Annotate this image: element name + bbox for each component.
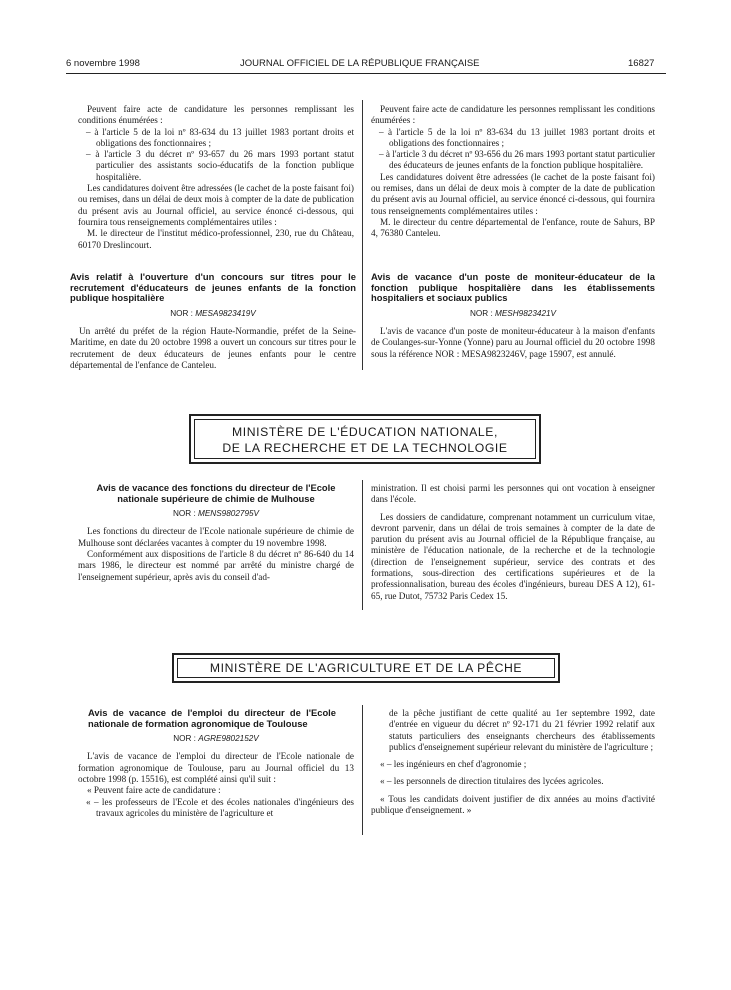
paragraph: de la pêche justifiant de cette qualité au 1er septembre 1992, date d'entrée en vigueur du décret nº 92-171 du 21 février 1992 relatif aux statuts particuliers des enseignants chercheurs des établissements publics d'enseignement supérieur relevant du ministère de l'agriculture ; [389, 708, 655, 752]
ministry-line: MINISTÈRE DE L'AGRICULTURE ET DE LA PÊCHE [209, 661, 523, 675]
list-item: – à l'article 3 du décret nº 93-656 du 26 mars 1993 portant statut particulier des éducateurs de jeunes enfants de la fonction publique hospitalière. [379, 149, 655, 171]
paragraph: Les fonctions du directeur de l'Ecole nationale supérieure de chimie de Mulhouse sont déclarées vacantes à compter du 19 novembre 1998. [78, 526, 354, 548]
header-date: 6 novembre 1998 [66, 58, 140, 69]
avis-chimie-continued [371, 483, 655, 602]
list-item: – à l'article 5 de la loi nº 83-634 du 13 juillet 1983 portant droits et obligations des fonctionnaires ; [379, 126, 655, 148]
paragraph: Les candidatures doivent être adressées (le cachet de la poste faisant foi) ou remises, dans un délai de deux mois à compter de la date de publication du présent avis au Journal officiel, au service énoncé ci-dessous, qui fournira tous renseignements complémentaires utiles : [78, 183, 354, 227]
nor-code: MESH9823421V [495, 308, 557, 318]
nor-reference [70, 308, 356, 319]
nor-reference [371, 308, 655, 319]
paragraph: « Peuvent faire acte de candidature : [87, 785, 221, 796]
header-rule [66, 73, 666, 74]
avis-toulouse [78, 708, 354, 819]
paragraph: M. le directeur du centre départemental de l'enfance, route de Sahurs, BP 4, 76380 Canteleu. [371, 216, 655, 239]
section-title: Avis relatif à l'ouverture d'un concours sur titres pour le recrutement d'éducateurs de jeunes enfants de la fonction publique hospitalière [70, 271, 356, 304]
avis-concours [70, 272, 356, 371]
column-divider [362, 705, 363, 835]
nor-reference [78, 733, 354, 744]
nor-label: NOR : [469, 308, 493, 318]
avis-moniteur [371, 272, 655, 360]
nor-code: MESA9823419V [195, 308, 256, 318]
paragraph: Peuvent faire acte de candidature les personnes remplissant les conditions énumérées : [78, 104, 354, 126]
list-item: « – les personnels de direction titulaires des lycées agricoles. [380, 776, 604, 787]
top-right-column [371, 104, 655, 240]
journal-title: JOURNAL OFFICIEL DE LA RÉPUBLIQUE FRANÇAISE [240, 58, 480, 69]
paragraph: Un arrêté du préfet de la région Haute-Normandie, préfet de la Seine-Maritime, en date du 20 octobre 1998 a ouvert un concours sur titres pour le recrutement de deux éducateurs de jeunes enfants pour le centre départemental de l'enfance de Canteleu. [70, 326, 356, 370]
avis-toulouse-continued [371, 708, 655, 816]
paragraph: L'avis de vacance d'un poste de moniteur-éducateur à la maison d'enfants de Coulanges-sur-Yonne (Yonne) paru au Journal officiel du 20 octobre 1998 sous la référence NOR : MESA9823246V, page 15907, est annulé. [371, 326, 655, 359]
column-divider [362, 480, 363, 610]
list-item: – à l'article 3 du décret nº 93-657 du 26 mars 1993 portant statut particulier des assistants socio-éducatifs de la fonction publique hospitalière. [86, 149, 354, 182]
paragraph: L'avis de vacance de l'emploi du directeur de l'Ecole nationale de formation agronomique de Toulouse, paru au Journal officiel du 13 octobre 1998 (p. 15516), est complété ainsi qu'il suit : [78, 751, 354, 785]
nor-label: NOR : [170, 308, 193, 318]
paragraph: ministration. Il est choisi parmi les personnes qui ont vocation à enseigner dans l'école. [371, 483, 655, 505]
nor-label: NOR : [172, 509, 196, 519]
paragraph: Peuvent faire acte de candidature les personnes remplissant les conditions énumérées : [371, 104, 655, 126]
ministry-education-banner [189, 414, 541, 464]
nor-reference [78, 508, 354, 519]
avis-chimie [78, 483, 354, 583]
paragraph: Les dossiers de candidature, comprenant notamment un curriculum vitae, devront parvenir, dans un délai de trois semaines à compter de la date de parution du présent avis au Journal officiel de la République française, au ministère de l'éducation nationale, de la recherche et de la technologie (direction de l'enseignement supérieur, service des contrats et des formations, sous-direction des certifications supérieures et de la professionnalisation, bureau des écoles d'ingénieurs, bureau DES A 12), 61-65, rue Dutot, 75732 Paris Cedex 15. [371, 511, 655, 601]
section-title: Avis de vacance des fonctions du directeur de l'Ecole nationale supérieure de chimie de Mulhouse [96, 482, 336, 504]
section-title: Avis de vacance de l'emploi du directeur de l'Ecole nationale de formation agronomique de Toulouse [88, 707, 336, 729]
ministry-agriculture-banner [172, 653, 560, 683]
list-item: « – les professeurs de l'Ecole et des écoles nationales d'ingénieurs des travaux agricoles du ministère de l'agriculture et [86, 796, 354, 818]
section-title: Avis de vacance d'un poste de moniteur-éducateur de la fonction publique hospitalière dans les établissements hospitaliers et sociaux publics [371, 271, 655, 304]
nor-code: MENS9802795V [198, 509, 260, 519]
paragraph: Les candidatures doivent être adressées (le cachet de la poste faisant foi) ou remises, dans un délai de deux mois à compter de la date de publication du présent avis au Journal officiel, au service énoncé ci-dessous, qui fournira tous renseignements complémentaires utiles : [371, 171, 655, 216]
top-left-column [78, 104, 354, 251]
ministry-line: MINISTÈRE DE L'ÉDUCATION NATIONALE, [232, 425, 498, 439]
nor-code: AGRE9802152V [198, 734, 259, 744]
paragraph: M. le directeur de l'institut médico-professionnel, 230, rue du Château, 60170 Dreslincourt. [78, 228, 354, 250]
column-divider [362, 100, 363, 370]
page-number: 16827 [628, 58, 655, 69]
list-item: – à l'article 5 de la loi nº 83-634 du 13 juillet 1983 portant droits et obligations des fonctionnaires ; [86, 126, 354, 148]
paragraph: Conformément aux dispositions de l'article 8 du décret nº 86-640 du 14 mars 1986, le directeur est nommé par arrêté du ministre chargé de l'enseignement supérieur, après avis du conseil d'ad- [78, 549, 354, 582]
ministry-line: DE LA RECHERCHE ET DE LA TECHNOLOGIE [222, 441, 508, 455]
paragraph: « Tous les candidats doivent justifier de dix années au moins d'activité publique d'enseignement. » [371, 793, 655, 816]
nor-label: NOR : [173, 734, 196, 744]
list-item: « – les ingénieurs en chef d'agronomie ; [380, 759, 527, 770]
